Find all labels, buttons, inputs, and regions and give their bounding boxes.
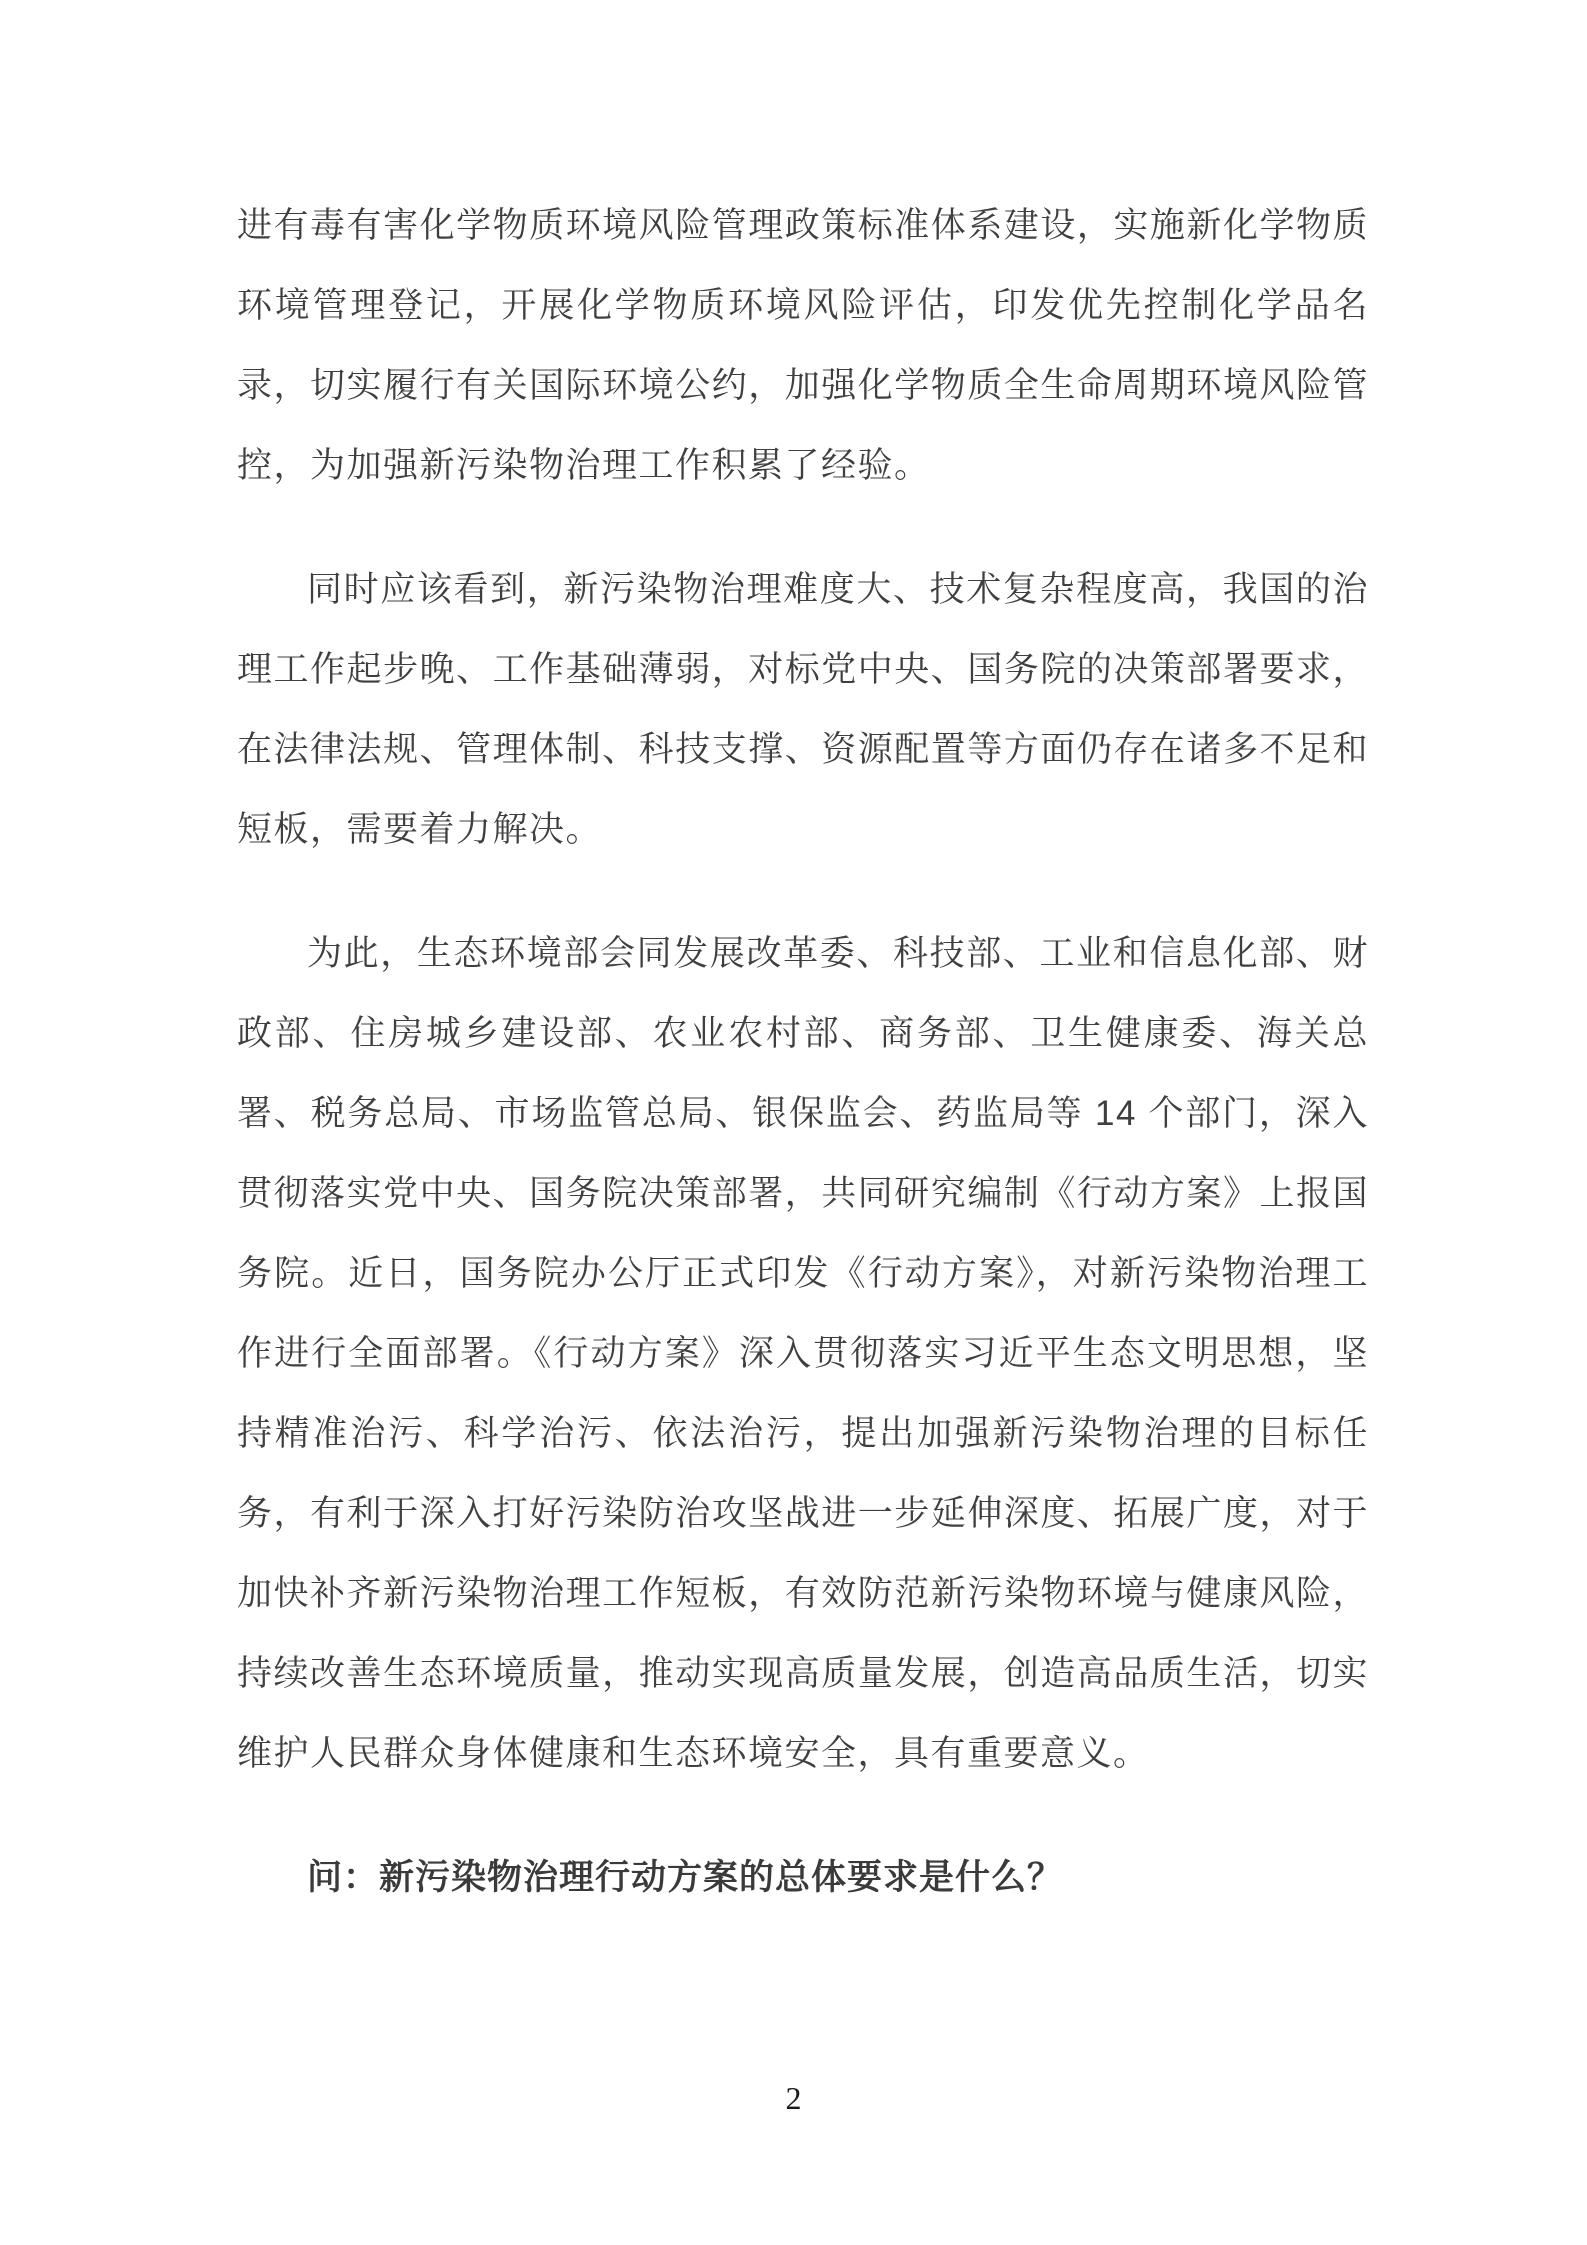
question-heading: 问：新污染物治理行动方案的总体要求是什么？ <box>307 1858 1064 1897</box>
page-footer <box>0 2078 1587 2118</box>
paragraph-challenges: 同时应该看到，新污染物治理难度大、技术复杂程度高，我国的治理工作起步晚、工作基础薄弱，对标党中央、国务院的决策部署要求，在法律法规、管理体制、科技支撑、资源配置等方面仍存在诸多不足和短板，需要着力解决。 <box>237 570 1369 849</box>
paragraph-action-plan: 为此，生态环境部会同发展改革委、科技部、工业和信息化部、财政部、住房城乡建设部、农业农村部、商务部、卫生健康委、海关总署、税务总局、市场监管总局、银保监会、药监局等 14 个部门，深入贯彻落实党中央、国务院决策部署，共同研究编制《行动方案》上报国务院。近日，国务院办公厅正式印发《行动方案》，对新污染物治理工作进行全面部署。《行动方案》深入贯彻落实习近平生态文明思想，坚持精准治污、科学治污、依法治污，提出加强新污染物治理的目标任务，有利于深入打好污染防治攻坚战进一步延伸深度、拓展广度，对于加快补齐新污染物治理工作短板，有效防范新污染物环境与健康风险，持续改善生态环境质量，推动实现高质量发展，创造高品质生活，切实维护人民群众身体健康和生态环境安全，具有重要意义。 <box>237 934 1369 1773</box>
paragraph-continued-from-previous-page: 进有毒有害化学物质环境风险管理政策标准体系建设，实施新化学物质环境管理登记，开展化学物质环境风险评估，印发优先控制化学品名录，切实履行有关国际环境公约，加强化学物质全生命周期环境风险管控，为加强新污染物治理工作积累了经验。 <box>237 206 1369 485</box>
page-number: 2 <box>785 2080 802 2116</box>
document-text-block <box>237 186 1369 1962</box>
